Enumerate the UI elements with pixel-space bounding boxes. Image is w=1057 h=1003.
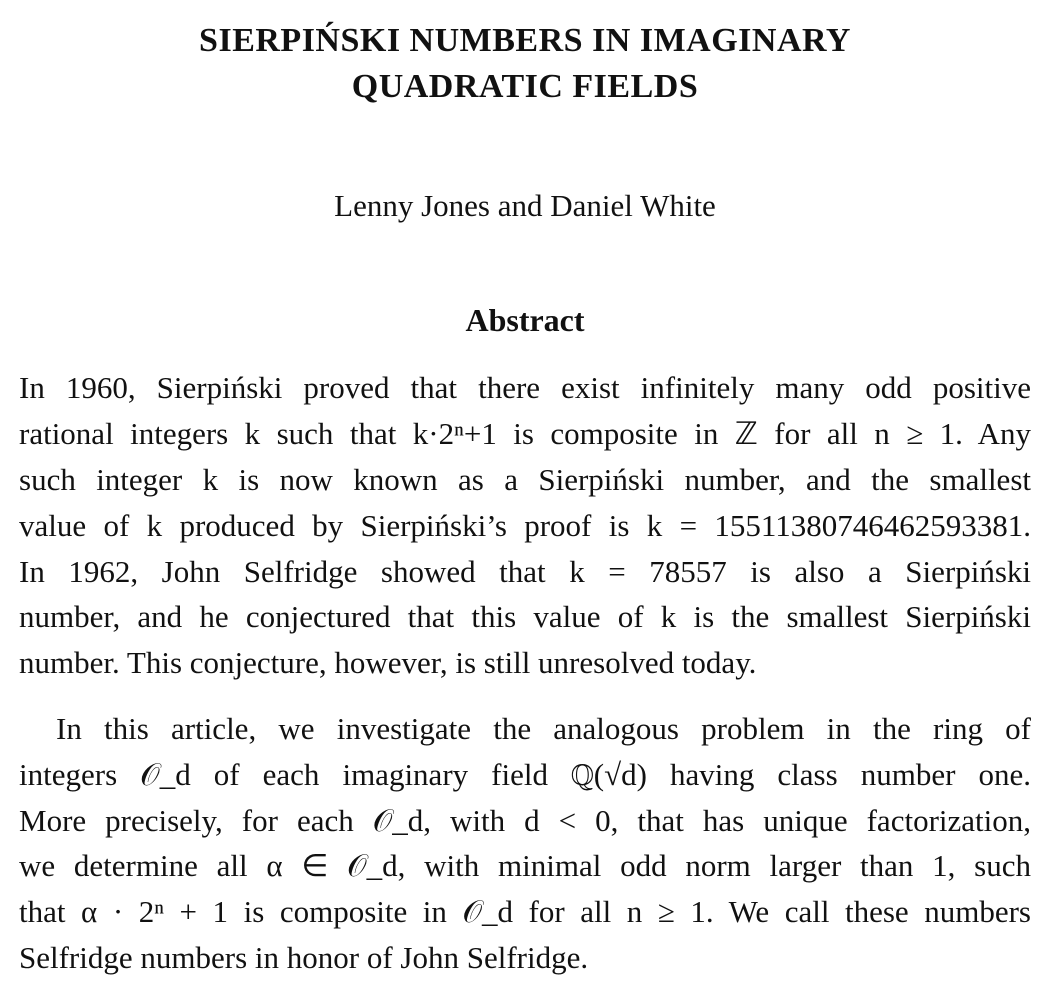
abstract-line: value of k produced by Sierpiński’s proof is k = 15511380746462593381.	[19, 508, 1031, 543]
abstract-line: In 1962, John Selfridge showed that k = 78557 is also a Sierpiński	[19, 554, 1031, 589]
abstract-heading: Abstract	[465, 302, 585, 338]
paper-title-line-2: QUADRATIC FIELDS	[351, 68, 699, 105]
paper-authors: Lenny Jones and Daniel White	[334, 188, 716, 223]
abstract-line: Selfridge numbers in honor of John Selfridge.	[19, 940, 589, 975]
abstract-line: integers 𝒪_d of each imaginary field ℚ(√d) having class number one.	[19, 757, 1031, 792]
abstract-line: we determine all α ∈ 𝒪_d, with minimal odd norm larger than 1, such	[19, 848, 1031, 883]
abstract-line: number. This conjecture, however, is still unresolved today.	[19, 645, 757, 680]
abstract-line: such integer k is now known as a Sierpiński number, and the smallest	[19, 462, 1031, 497]
abstract-line: More precisely, for each 𝒪_d, with d < 0, that has unique factorization,	[19, 803, 1031, 838]
abstract-line: rational integers k such that k·2ⁿ+1 is composite in ℤ for all n ≥ 1. Any	[19, 416, 1031, 451]
abstract-line: In this article, we investigate the analogous problem in the ring of	[56, 711, 1031, 746]
abstract-line: In 1960, Sierpiński proved that there exist infinitely many odd positive	[19, 370, 1031, 405]
abstract-line: that α · 2ⁿ + 1 is composite in 𝒪_d for all n ≥ 1. We call these numbers	[19, 894, 1031, 929]
abstract-line: number, and he conjectured that this value of k is the smallest Sierpiński	[19, 599, 1031, 634]
paper-title-line-1: SIERPIŃSKI NUMBERS IN IMAGINARY	[199, 22, 851, 59]
